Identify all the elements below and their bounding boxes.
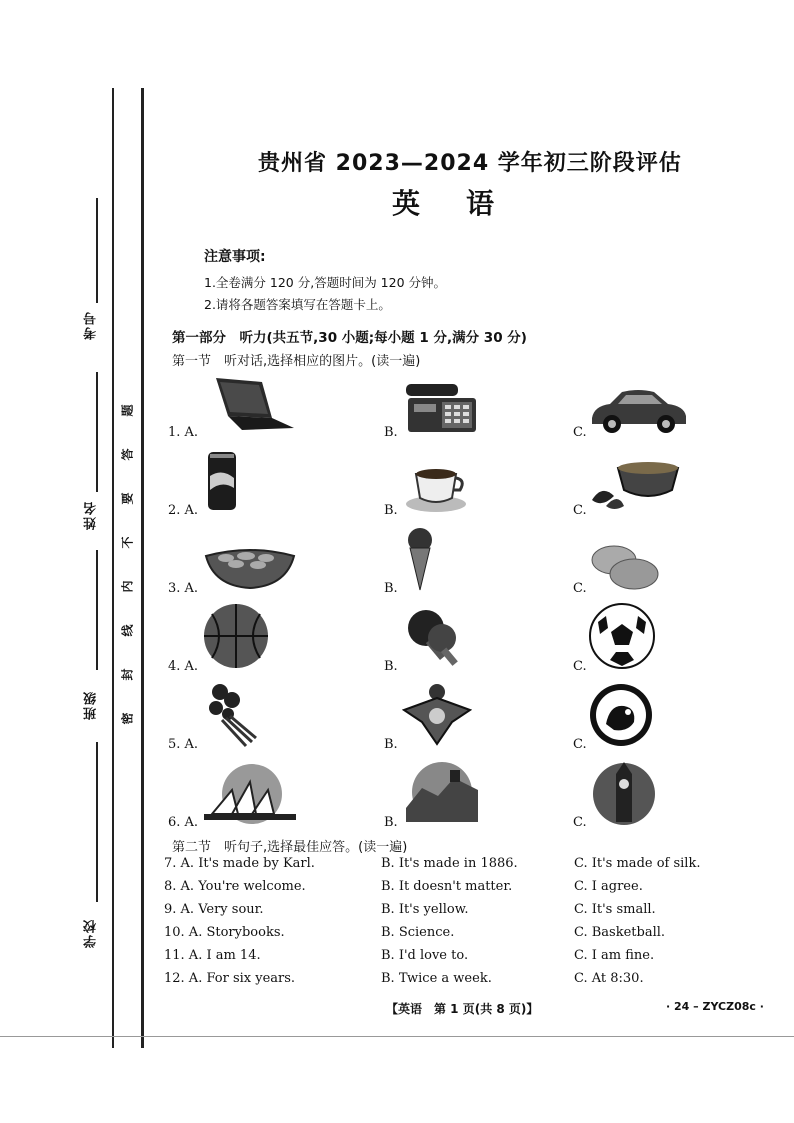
- great-wall-icon: [402, 760, 482, 826]
- picture-question-row: [168, 598, 728, 674]
- option-b: B. Twice a week.: [381, 971, 492, 986]
- option-label: C.: [573, 659, 587, 674]
- part-heading: 第一部分 听力(共五节,30 小题;每小题 1 分,满分 30 分): [172, 330, 527, 346]
- section-heading: 第二节 听句子,选择最佳应答。(读一遍): [172, 840, 408, 855]
- option-b: B. It's made in 1886.: [381, 856, 518, 871]
- option-a: 10. A. Storybooks.: [164, 925, 285, 940]
- exam-title: 贵州省 2023—2024 学年初三阶段评估: [258, 151, 682, 176]
- name-blank: [96, 372, 98, 492]
- option-label: B.: [384, 581, 398, 596]
- seal-char: 要: [120, 492, 135, 505]
- seal-char: 密: [120, 712, 135, 725]
- car-icon: [588, 384, 688, 436]
- option-label: C.: [573, 737, 587, 752]
- name-label: 姓名: [84, 500, 99, 530]
- exam-code: · 24 – ZYCZ08c ·: [666, 1000, 764, 1013]
- seal-char: 答: [120, 448, 135, 461]
- option-label: C.: [573, 425, 587, 440]
- question-row: [164, 879, 744, 902]
- bottom-rule: [0, 1036, 794, 1037]
- laptop-icon: [202, 376, 298, 436]
- opera-house-icon: [202, 760, 298, 826]
- kite-icon: [402, 682, 472, 748]
- question-row: [164, 971, 744, 994]
- option-label: B.: [384, 503, 398, 518]
- option-label: B.: [384, 425, 398, 440]
- question-row: [164, 856, 744, 879]
- option-a: 7. A. It's made by Karl.: [164, 856, 315, 871]
- option-b: B. I'd love to.: [381, 948, 469, 963]
- option-b: B. Science.: [381, 925, 455, 940]
- option-a: 11. A. I am 14.: [164, 948, 261, 963]
- cola-can-icon: [202, 448, 242, 514]
- binding-line: [141, 88, 144, 1048]
- big-ben-icon: [588, 760, 660, 826]
- notice-item: 2.请将各题答案填写在答题卡上。: [204, 297, 391, 312]
- football-icon: [588, 602, 656, 670]
- option-label: C.: [573, 581, 587, 596]
- notice-box: [204, 246, 446, 316]
- option-label: B.: [384, 737, 398, 752]
- option-b: B. It doesn't matter.: [381, 879, 513, 894]
- binding-line: [112, 88, 114, 1048]
- option-label: 3. A.: [168, 581, 199, 596]
- picture-question-row: [168, 676, 728, 752]
- option-a: 9. A. Very sour.: [164, 902, 264, 917]
- option-label: B.: [384, 815, 398, 830]
- notice-item: 1.全卷满分 120 分,答题时间为 120 分钟。: [204, 275, 447, 290]
- seal-char: 线: [120, 624, 135, 637]
- option-c: C. It's made of silk.: [574, 856, 701, 871]
- picture-question-row: [168, 754, 728, 830]
- seal-char: 内: [120, 580, 135, 593]
- ice-cream-icon: [402, 526, 438, 592]
- option-c: C. I am fine.: [574, 948, 655, 963]
- question-row: [164, 948, 744, 971]
- ping-pong-icon: [402, 608, 468, 670]
- option-c: C. I agree.: [574, 879, 643, 894]
- option-label: 2. A.: [168, 503, 199, 518]
- option-label: C.: [573, 503, 587, 518]
- question-row: [164, 925, 744, 948]
- page-info: 【英语 第 1 页(共 8 页)】: [386, 1002, 539, 1016]
- subject-title: 英语: [392, 187, 541, 220]
- option-label: 1. A.: [168, 425, 199, 440]
- option-label: B.: [384, 659, 398, 674]
- flowers-icon: [202, 680, 262, 748]
- option-b: B. It's yellow.: [381, 902, 469, 917]
- coffee-cup-icon: [402, 458, 472, 514]
- option-label: 4. A.: [168, 659, 199, 674]
- picture-question-row: [168, 364, 728, 440]
- school-label: 学校: [84, 918, 99, 948]
- class-blank: [96, 550, 98, 670]
- option-c: C. At 8:30.: [574, 971, 644, 986]
- question-row: [164, 902, 744, 925]
- question-list: [164, 856, 744, 994]
- seal-char: 不: [120, 536, 135, 549]
- exam-no-blank: [96, 198, 98, 303]
- paper-cut-icon: [588, 682, 654, 748]
- option-c: C. Basketball.: [574, 925, 666, 940]
- option-a: 8. A. You're welcome.: [164, 879, 306, 894]
- picture-question-row: [168, 520, 728, 596]
- class-label: 班级: [84, 690, 99, 720]
- picture-question-row: [168, 442, 728, 518]
- notice-heading: 注意事项:: [204, 249, 266, 265]
- option-label: 6. A.: [168, 815, 199, 830]
- option-label: 5. A.: [168, 737, 199, 752]
- school-blank: [96, 742, 98, 902]
- option-c: C. It's small.: [574, 902, 656, 917]
- cookies-icon: [588, 542, 660, 592]
- exam-no-label: 考号: [84, 310, 99, 340]
- tea-cup-icon: [588, 456, 684, 514]
- option-label: C.: [573, 815, 587, 830]
- salad-bowl-icon: [202, 538, 298, 592]
- section-heading: 第一节 听对话,选择相应的图片。(读一遍): [172, 354, 421, 369]
- option-a: 12. A. For six years.: [164, 971, 296, 986]
- telephone-icon: [402, 378, 482, 436]
- basketball-icon: [202, 602, 270, 670]
- seal-char: 封: [120, 668, 135, 681]
- seal-char: 题: [120, 404, 135, 417]
